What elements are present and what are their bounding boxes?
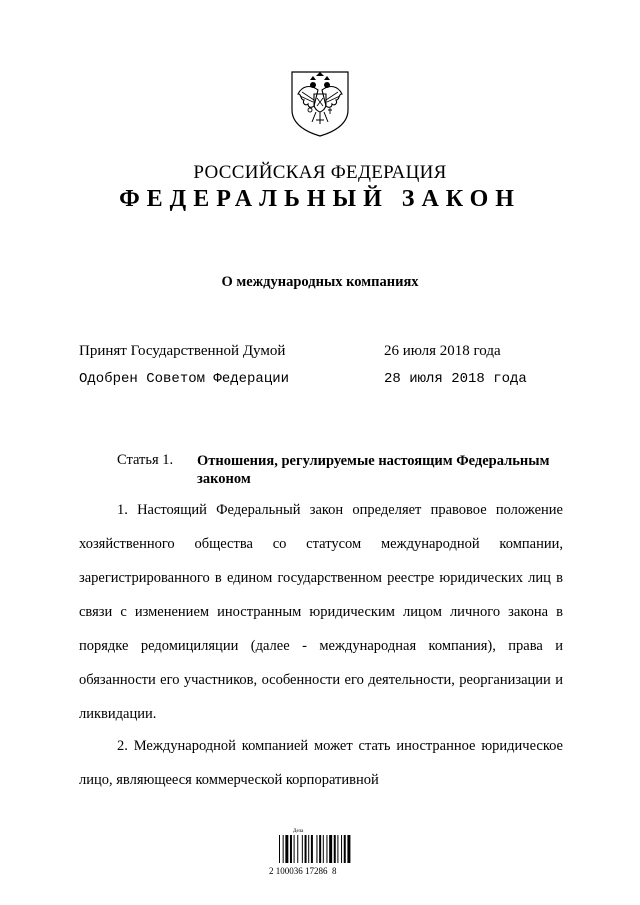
barcode-bar (334, 835, 336, 863)
barcode-bar (285, 835, 288, 863)
paragraph-2-text: 2. Международной компанией может стать иностранное юридическое лицо, являющееся коммерческой корпоративной (79, 738, 563, 788)
barcode-number: 2 100036 17286 8 (269, 866, 337, 876)
adoption-council-date: 28 июля 2018 года (384, 371, 527, 387)
barcode-bar (347, 835, 350, 863)
coat-of-arms-emblem (288, 70, 352, 138)
country-heading: РОССИЙСКАЯ ФЕДЕРАЦИЯ (193, 162, 447, 183)
paragraph-1-text: 1. Настоящий Федеральный закон определяет правовое положение хозяйственного общества со статусом международной компании, зарегистрированного в едином государственном реестре юридических лиц в связи с изменением иностранным юридическим лицом личного закона в порядке редомициляции (далее - международная компания), права и обязанности его участников, особенности его деятельности, реорганизации и ликвидации. (79, 502, 563, 722)
article-number: Статья 1. (117, 452, 174, 468)
paragraph-1 (79, 493, 563, 731)
barcode-bar (329, 835, 332, 863)
barcode-bar (283, 835, 284, 863)
adoption-duma-label: Принят Государственной Думой (79, 343, 286, 359)
adoption-duma-date: 26 июля 2018 года (384, 343, 501, 359)
barcode-bar (341, 835, 342, 863)
barcode-bar (319, 835, 321, 863)
barcode-bar (337, 835, 338, 863)
article-title: Отношения, регулируемые настоящим Федеральным законом (197, 453, 550, 487)
barcode-bar (311, 835, 313, 863)
barcode-bar (297, 835, 298, 863)
document-barcode (267, 824, 367, 884)
barcode-stamp: Дела (293, 829, 304, 834)
barcode-bar (316, 835, 317, 863)
law-title: О международных компаниях (221, 274, 419, 290)
barcode-bar (294, 835, 295, 863)
barcode-bar (290, 835, 292, 863)
adoption-council-label: Одобрен Советом Федерации (79, 371, 290, 387)
barcode-bar (302, 835, 303, 863)
barcode-bar (326, 835, 327, 863)
barcode-bar (279, 835, 280, 863)
barcode-bar (323, 835, 324, 863)
paragraph-2 (79, 729, 563, 797)
document-type-heading: ФЕДЕРАЛЬНЫЙ ЗАКОН (119, 186, 521, 212)
barcode-bar (344, 835, 346, 863)
barcode-bar (305, 835, 307, 863)
barcode-bar (308, 835, 309, 863)
